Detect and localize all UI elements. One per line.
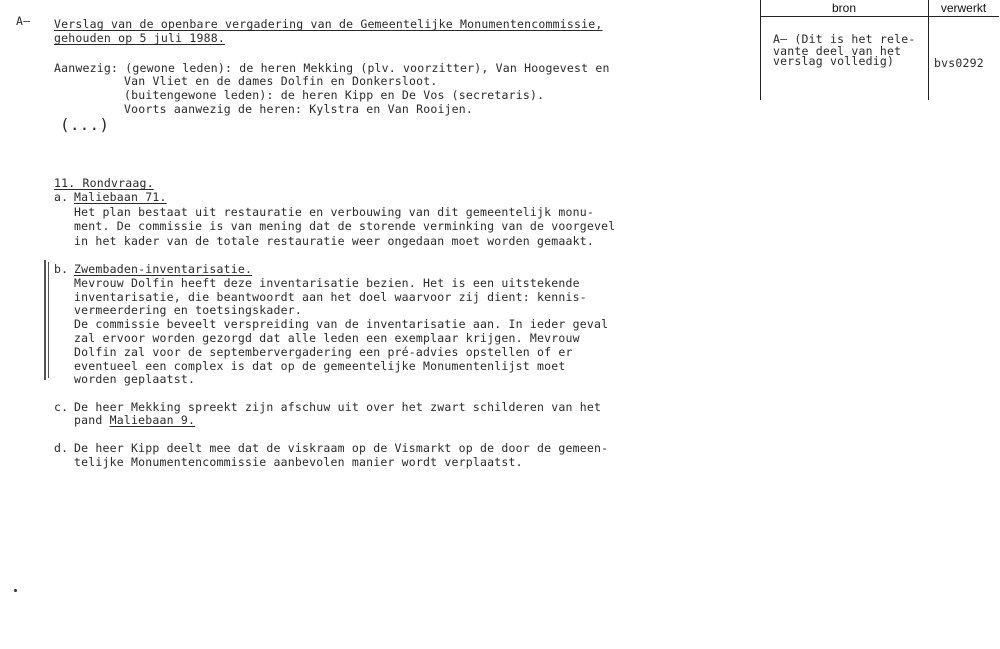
item-b-line: vermeerdering en toetsingskader. xyxy=(74,303,302,317)
item-a-heading: Maliebaan 71. xyxy=(74,190,167,204)
item-c-letter: c. xyxy=(54,400,69,414)
omission-ellipsis: (...) xyxy=(60,115,110,134)
item-c-prefix: pand xyxy=(74,413,110,427)
header-verwerkt: verwerkt xyxy=(928,0,999,17)
item-c-line: De heer Mekking spreekt zijn afschuw uit over het zwart schilderen van het xyxy=(74,400,602,414)
scan-speck xyxy=(14,589,17,592)
attendance-line-1: Aanwezig: (gewone leden): de heren Mekking (plv. voorzitter), Van Hoogevest en xyxy=(54,61,610,75)
source-note-3: verslag volledig) xyxy=(773,54,895,68)
item-b-line: Mevrouw Dolfin heeft deze inventarisatie bezien. Het is een uitstekende xyxy=(74,276,580,290)
section-heading: 11. Rondvraag. xyxy=(54,176,154,190)
margin-marker xyxy=(48,262,49,378)
processed-code: bvs0292 xyxy=(934,56,984,70)
source-note-1: A– (Dit is het rele- xyxy=(773,32,916,46)
item-a-line: in het kader van de totale restauratie weer ongedaan moet worden gemaakt. xyxy=(74,234,595,248)
item-d-letter: d. xyxy=(54,441,69,455)
report-title-line1: Verslag van de openbare vergadering van de Gemeentelijke Monumentencommissie, xyxy=(54,17,603,31)
item-b-line: inventarisatie, die beantwoordt aan het doel waarvoor zij dient: kennis- xyxy=(74,290,587,304)
item-b-line: Dolfin zal voor de septembervergadering een pré-advies opstellen of er xyxy=(74,345,573,359)
item-a-letter: a. xyxy=(54,190,69,204)
page-marker: A– xyxy=(16,14,31,28)
item-b-line: worden geplaatst. xyxy=(74,372,196,386)
attendance-line-2: Van Vliet en de dames Dolfin en Donkersloot. xyxy=(124,74,438,88)
report-title-line2: gehouden op 5 juli 1988. xyxy=(54,31,225,45)
table-divider xyxy=(928,16,929,100)
item-b-heading: Zwembaden-inventarisatie. xyxy=(74,262,253,276)
item-d-line: De heer Kipp deelt mee dat de viskraam op de Vismarkt op de door de gemeen- xyxy=(74,441,609,455)
item-b-line: De commissie beveelt verspreiding van de inventarisatie aan. In ieder geval xyxy=(74,317,609,331)
item-a-line: Het plan bestaat uit restauratie en verbouwing van dit gemeentelijk monu- xyxy=(74,205,595,219)
header-bron: bron xyxy=(760,0,929,17)
item-b-line: eventueel een complex is dat op de gemeentelijke Monumentenlijst moet xyxy=(74,359,566,373)
item-c-line xyxy=(74,413,195,427)
item-c-address: Maliebaan 9. xyxy=(109,413,196,427)
item-b-line: zal ervoor worden gezorgd dat alle leden een exemplaar krijgen. Mevrouw xyxy=(74,331,580,345)
attendance-line-3: (buitengewone leden): de heren Kipp en De Vos (secretaris). xyxy=(124,88,545,102)
attendance-line-4: Voorts aanwezig de heren: Kylstra en Van Rooijen. xyxy=(124,102,474,116)
item-a-line: ment. De commissie is van mening dat de storende verminking van de voorgevel xyxy=(74,219,616,233)
source-note-2: vante deel van het xyxy=(773,44,902,58)
item-b-letter: b. xyxy=(54,262,69,276)
margin-marker xyxy=(44,260,46,380)
item-d-line: telijke Monumentencommissie aanbevolen manier wordt verplaatst. xyxy=(74,455,523,469)
